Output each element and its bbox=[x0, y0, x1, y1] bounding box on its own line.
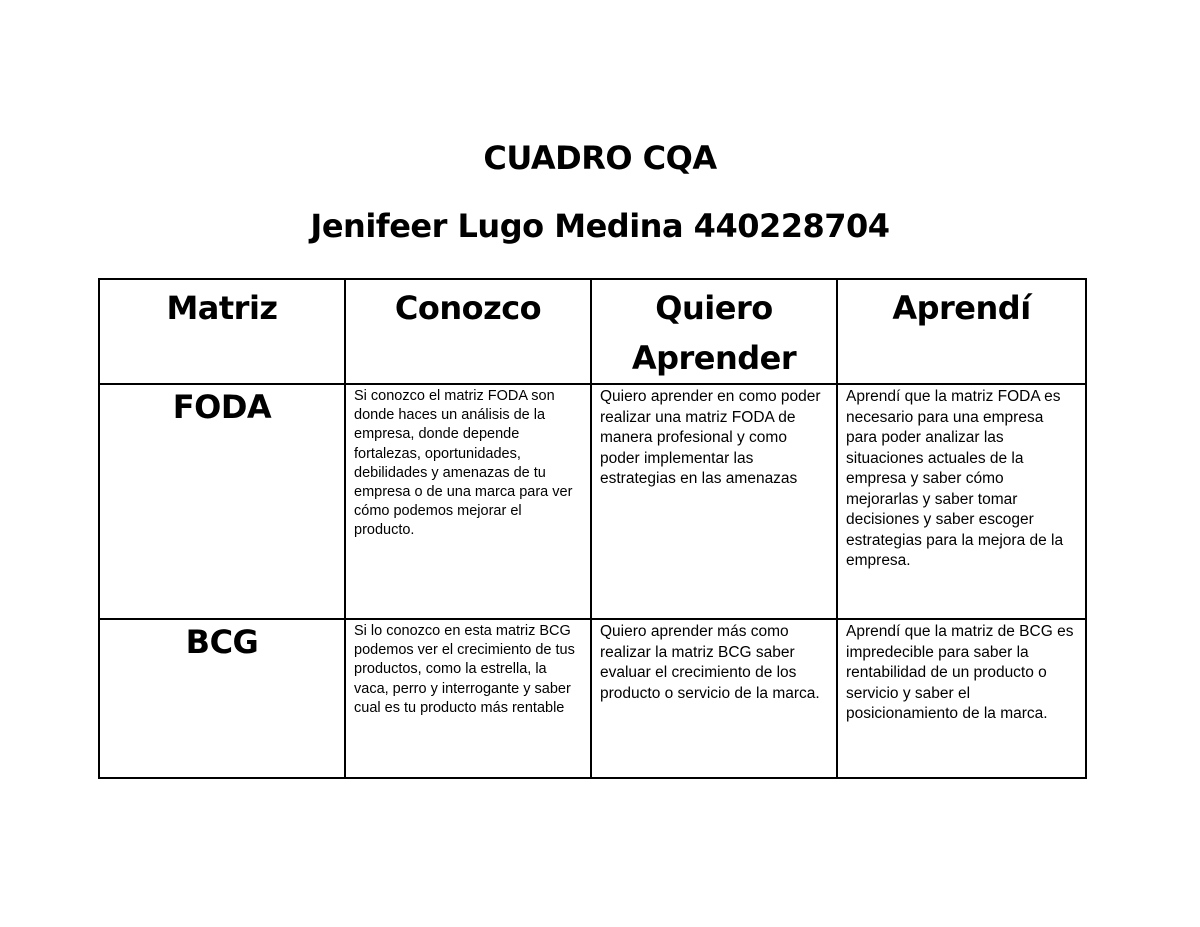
header-matriz: Matriz bbox=[166, 289, 278, 327]
table-header-row bbox=[99, 279, 1086, 384]
bcg-aprendi-cell bbox=[837, 619, 1086, 778]
row-label-cell bbox=[99, 384, 345, 619]
bcg-conozco-text: Si lo conozco en esta matriz BCG podemos ver el crecimiento de tus productos, como la estrella, la vaca, perro y interrogante y saber cual es tu producto más rentable bbox=[354, 623, 575, 716]
bcg-quiero-aprender-text: Quiero aprender más como realizar la matriz BCG saber evaluar el crecimiento de los producto o servicio de la marca. bbox=[600, 623, 820, 702]
foda-quiero-aprender-text: Quiero aprender en como poder realizar una matriz FODA de manera profesional y como poder implementar las estrategias en las amenazas bbox=[600, 388, 821, 487]
foda-aprendi-cell bbox=[837, 384, 1086, 619]
table-row bbox=[99, 384, 1086, 619]
bcg-aprendi-text: Aprendí que la matriz de BCG es impredecible para saber la rentabilidad de un producto o servicio y saber el posicionamiento de la marca. bbox=[846, 623, 1074, 722]
document-title: CUADRO CQA bbox=[483, 139, 717, 177]
header-cell-aprendi bbox=[837, 279, 1086, 384]
cqa-table bbox=[98, 278, 1087, 779]
header-quiero-aprender: Quiero Aprender bbox=[631, 289, 797, 377]
header-cell-conozco bbox=[345, 279, 591, 384]
row-label-bcg: BCG bbox=[185, 623, 259, 661]
foda-conozco-text: Si conozco el matriz FODA son donde haces un análisis de la empresa, donde depende fortalezas, oportunidades, debilidades y amenazas de tu empresa o de una marca para ver cómo podemos mejorar el producto. bbox=[354, 388, 573, 539]
foda-quiero-aprender-cell bbox=[591, 384, 837, 619]
document-subtitle: Jenifeer Lugo Medina 440228704 bbox=[310, 207, 890, 245]
bcg-quiero-aprender-cell bbox=[591, 619, 837, 778]
row-label-cell bbox=[99, 619, 345, 778]
header-aprendi: Aprendí bbox=[892, 289, 1031, 327]
header-cell-matriz bbox=[99, 279, 345, 384]
table-row bbox=[99, 619, 1086, 778]
header-conozco: Conozco bbox=[394, 289, 542, 327]
foda-aprendi-text: Aprendí que la matriz FODA es necesario para una empresa para poder analizar las situaciones actuales de la empresa y saber cómo mejorarlas y saber tomar decisiones y saber escoger estrategias para la mejora de la empresa. bbox=[846, 388, 1064, 569]
bcg-conozco-cell bbox=[345, 619, 591, 778]
foda-conozco-cell bbox=[345, 384, 591, 619]
header-cell-quiero-aprender bbox=[591, 279, 837, 384]
row-label-foda: FODA bbox=[172, 388, 272, 426]
